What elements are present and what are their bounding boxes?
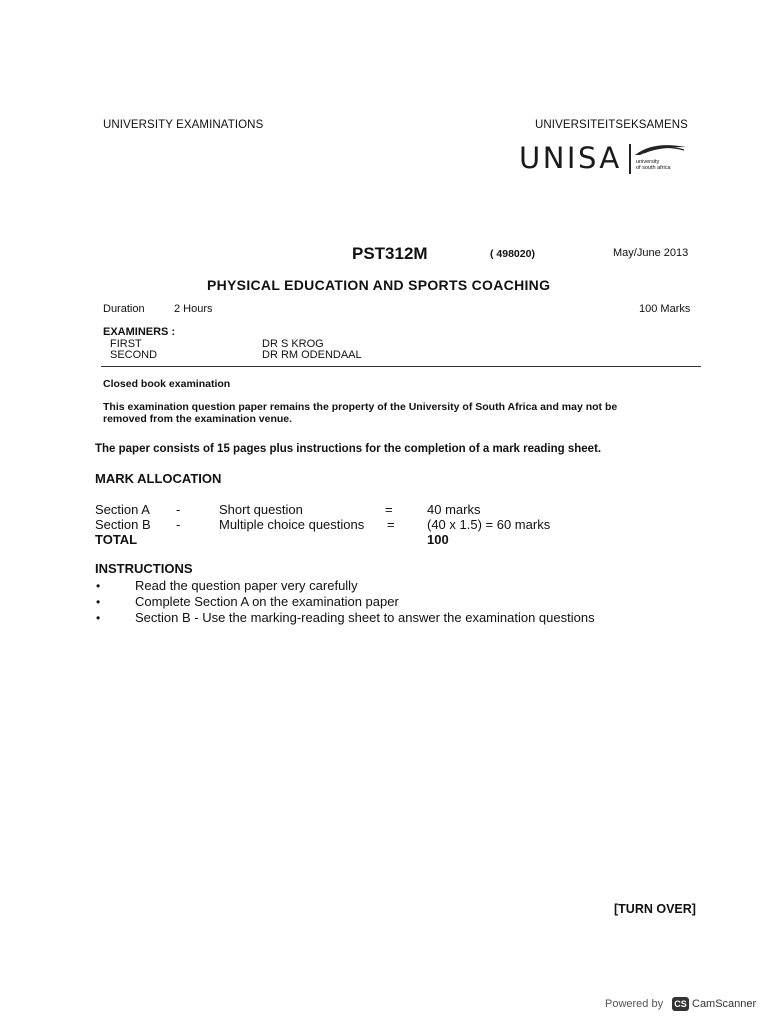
camscanner-text: CamScanner — [692, 998, 757, 1010]
duration-label: Duration — [103, 303, 145, 315]
paper-title: PHYSICAL EDUCATION AND SPORTS COACHING — [207, 277, 551, 293]
pages-note: The paper consists of 15 pages plus instructions for the completion of a mark reading sheet. — [95, 443, 602, 455]
header-right-text: UNIVERSITEITSEKSAMENS — [535, 119, 688, 131]
total-value: 100 — [427, 532, 449, 547]
allocation-section: Section A — [95, 502, 150, 517]
closed-book-note: Closed book examination — [103, 378, 231, 390]
second-examiner-name: DR RM ODENDAAL — [262, 349, 362, 361]
bullet-icon: • — [96, 595, 101, 609]
allocation-marks: (40 x 1.5) = 60 marks — [427, 517, 551, 532]
instructions-heading: INSTRUCTIONS — [95, 561, 193, 576]
allocation-equals: = — [387, 517, 395, 532]
mark-allocation-heading: MARK ALLOCATION — [95, 471, 222, 486]
logo-divider — [629, 144, 631, 174]
turn-over-text: [TURN OVER] — [614, 902, 696, 916]
paper-number: ( 498020) — [490, 248, 535, 260]
examiners-label: EXAMINERS : — [103, 326, 176, 338]
logo-subtext-2: of south africa — [636, 165, 671, 171]
allocation-marks: 40 marks — [427, 502, 481, 517]
list-item: Complete Section A on the examination paper — [135, 594, 399, 609]
allocation-description: Multiple choice questions — [219, 517, 365, 532]
property-note-line2: removed from the examination venue. — [103, 413, 293, 425]
bullet-icon: • — [96, 579, 101, 593]
logo-wordmark: UNISA — [519, 141, 622, 175]
exam-session: May/June 2013 — [613, 247, 689, 259]
allocation-section: Section B — [95, 517, 151, 532]
logo-subtext-1: university — [636, 159, 660, 165]
total-label: TOTAL — [95, 532, 138, 547]
paper-code: PST312M — [352, 244, 428, 263]
list-item: Read the question paper very carefully — [135, 578, 358, 593]
header-divider — [101, 366, 701, 367]
list-item: Section B - Use the marking-reading sheet to answer the examination questions — [135, 610, 595, 625]
allocation-dash: - — [176, 502, 181, 517]
camscanner-logo-icon: CS — [672, 997, 689, 1011]
allocation-equals: = — [385, 502, 393, 517]
property-note-line1: This examination question paper remains the property of the University of South Africa and may not be — [103, 401, 618, 413]
duration-value: 2 Hours — [174, 303, 213, 315]
second-examiner-label: SECOND — [110, 349, 158, 361]
allocation-dash: - — [176, 517, 181, 532]
first-examiner-name: DR S KROG — [262, 338, 324, 350]
first-examiner-label: FIRST — [110, 338, 142, 350]
allocation-description: Short question — [219, 502, 303, 517]
header-left-text: UNIVERSITY EXAMINATIONS — [103, 119, 264, 131]
bullet-icon: • — [96, 611, 101, 625]
logo-swoosh-icon — [634, 141, 688, 157]
powered-by-text: Powered by — [605, 998, 664, 1010]
total-marks: 100 Marks — [639, 303, 691, 315]
